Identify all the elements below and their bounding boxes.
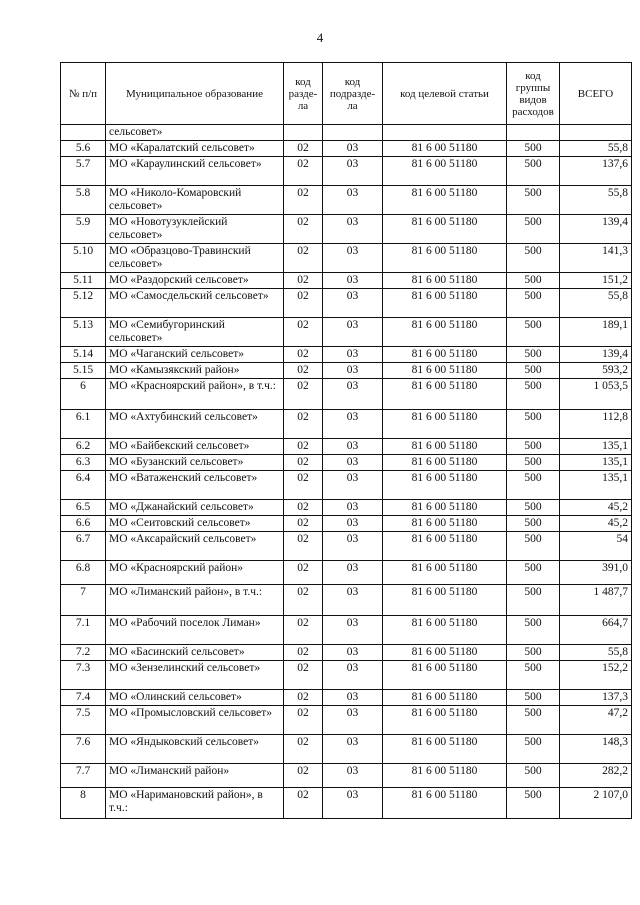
- expense-group-code: 500: [507, 735, 560, 764]
- section-code: 02: [284, 532, 323, 561]
- target-code: [383, 125, 507, 141]
- header-total: ВСЕГО: [560, 63, 632, 125]
- municipality-name: МО «Камызякский район»: [106, 363, 284, 379]
- header-target-code: код целевой статьи: [383, 63, 507, 125]
- table-row: [61, 690, 632, 706]
- target-code: 81 6 00 51180: [383, 585, 507, 616]
- target-code: 81 6 00 51180: [383, 616, 507, 645]
- total-amount: 152,2: [560, 661, 632, 690]
- total-amount: 137,3: [560, 690, 632, 706]
- table-row: [61, 125, 632, 141]
- expense-group-code: 500: [507, 585, 560, 616]
- section-code: 02: [284, 244, 323, 273]
- table-row: [61, 141, 632, 157]
- row-number: 6.8: [61, 561, 106, 585]
- table-row: [61, 318, 632, 347]
- row-number: 6: [61, 379, 106, 410]
- municipality-name: МО «Зензелинский сельсовет»: [106, 661, 284, 690]
- municipality-name: МО «Семибугоринский сельсовет»: [106, 318, 284, 347]
- header-expense-group-code: код группы видов расходов: [507, 63, 560, 125]
- total-amount: 664,7: [560, 616, 632, 645]
- total-amount: 139,4: [560, 347, 632, 363]
- total-amount: 148,3: [560, 735, 632, 764]
- total-amount: 189,1: [560, 318, 632, 347]
- target-code: 81 6 00 51180: [383, 410, 507, 439]
- subsection-code: 03: [323, 735, 383, 764]
- subsection-code: 03: [323, 500, 383, 516]
- subsection-code: 03: [323, 561, 383, 585]
- target-code: 81 6 00 51180: [383, 439, 507, 455]
- section-code: 02: [284, 439, 323, 455]
- subsection-code: 03: [323, 410, 383, 439]
- table-row: [61, 706, 632, 735]
- table-row: [61, 379, 632, 410]
- table-row: [61, 410, 632, 439]
- row-number: [61, 125, 106, 141]
- subsection-code: 03: [323, 585, 383, 616]
- target-code: 81 6 00 51180: [383, 561, 507, 585]
- municipality-name: МО «Красноярский район», в т.ч.:: [106, 379, 284, 410]
- expense-group-code: [507, 125, 560, 141]
- municipality-name: МО «Новотузуклейский сельсовет»: [106, 215, 284, 244]
- table-row: [61, 347, 632, 363]
- section-code: 02: [284, 455, 323, 471]
- table-row: [61, 645, 632, 661]
- target-code: 81 6 00 51180: [383, 735, 507, 764]
- section-code: 02: [284, 735, 323, 764]
- row-number: 7: [61, 585, 106, 616]
- municipality-name: МО «Олинский сельсовет»: [106, 690, 284, 706]
- target-code: 81 6 00 51180: [383, 379, 507, 410]
- expense-group-code: 500: [507, 764, 560, 788]
- expense-group-code: 500: [507, 645, 560, 661]
- target-code: 81 6 00 51180: [383, 690, 507, 706]
- section-code: 02: [284, 516, 323, 532]
- total-amount: 45,2: [560, 500, 632, 516]
- municipality-name: МО «Джанайский сельсовет»: [106, 500, 284, 516]
- expense-group-code: 500: [507, 706, 560, 735]
- municipality-name: МО «Красноярский район»: [106, 561, 284, 585]
- page-number: 4: [316, 30, 324, 45]
- row-number: 6.1: [61, 410, 106, 439]
- target-code: 81 6 00 51180: [383, 645, 507, 661]
- section-code: 02: [284, 690, 323, 706]
- table-row: [61, 735, 632, 764]
- section-code: 02: [284, 616, 323, 645]
- target-code: 81 6 00 51180: [383, 471, 507, 500]
- row-number: 5.9: [61, 215, 106, 244]
- municipality-name: МО «Промысловский сельсовет»: [106, 706, 284, 735]
- expense-group-code: 500: [507, 616, 560, 645]
- total-amount: 112,8: [560, 410, 632, 439]
- table-row: [61, 186, 632, 215]
- expense-group-code: 500: [507, 690, 560, 706]
- total-amount: 55,8: [560, 186, 632, 215]
- section-code: 02: [284, 289, 323, 318]
- expense-group-code: 500: [507, 516, 560, 532]
- row-number: 7.6: [61, 735, 106, 764]
- target-code: 81 6 00 51180: [383, 289, 507, 318]
- municipality-name: МО «Наримановский район», в т.ч.:: [106, 788, 284, 819]
- total-amount: 139,4: [560, 215, 632, 244]
- municipality-name: МО «Каралатский сельсовет»: [106, 141, 284, 157]
- target-code: 81 6 00 51180: [383, 157, 507, 186]
- municipality-name: МО «Яндыковский сельсовет»: [106, 735, 284, 764]
- header-municipality: Муниципальное образование: [106, 63, 284, 125]
- table-row: [61, 532, 632, 561]
- municipality-name: МО «Ватаженский сельсовет»: [106, 471, 284, 500]
- subsection-code: 03: [323, 455, 383, 471]
- table-row: [61, 244, 632, 273]
- expense-group-code: 500: [507, 157, 560, 186]
- target-code: 81 6 00 51180: [383, 347, 507, 363]
- subsection-code: 03: [323, 363, 383, 379]
- section-code: 02: [284, 561, 323, 585]
- row-number: 6.5: [61, 500, 106, 516]
- total-amount: 55,8: [560, 645, 632, 661]
- table-row: [61, 661, 632, 690]
- target-code: 81 6 00 51180: [383, 661, 507, 690]
- row-number: 7.3: [61, 661, 106, 690]
- total-amount: 135,1: [560, 471, 632, 500]
- subsection-code: 03: [323, 616, 383, 645]
- row-number: 6.3: [61, 455, 106, 471]
- section-code: 02: [284, 788, 323, 819]
- subsection-code: 03: [323, 764, 383, 788]
- municipality-name: МО «Рабочий поселок Лиман»: [106, 616, 284, 645]
- expense-group-code: 500: [507, 410, 560, 439]
- table-row: [61, 455, 632, 471]
- municipality-name: МО «Байбекский сельсовет»: [106, 439, 284, 455]
- row-number: 5.11: [61, 273, 106, 289]
- row-number: 5.6: [61, 141, 106, 157]
- row-number: 7.5: [61, 706, 106, 735]
- row-number: 7.2: [61, 645, 106, 661]
- expense-group-code: 500: [507, 455, 560, 471]
- section-code: 02: [284, 347, 323, 363]
- municipality-name: МО «Караулинский сельсовет»: [106, 157, 284, 186]
- subsection-code: 03: [323, 141, 383, 157]
- section-code: 02: [284, 363, 323, 379]
- row-number: 5.10: [61, 244, 106, 273]
- subsection-code: 03: [323, 379, 383, 410]
- total-amount: 1 487,7: [560, 585, 632, 616]
- target-code: 81 6 00 51180: [383, 764, 507, 788]
- section-code: 02: [284, 764, 323, 788]
- subsection-code: 03: [323, 661, 383, 690]
- subsection-code: 03: [323, 516, 383, 532]
- section-code: 02: [284, 186, 323, 215]
- municipality-name: МО «Самосдельский сельсовет»: [106, 289, 284, 318]
- municipality-name: МО «Лиманский район»: [106, 764, 284, 788]
- subsection-code: 03: [323, 439, 383, 455]
- target-code: 81 6 00 51180: [383, 788, 507, 819]
- expense-group-code: 500: [507, 244, 560, 273]
- expense-group-code: 500: [507, 661, 560, 690]
- subsection-code: 03: [323, 471, 383, 500]
- table-row: [61, 585, 632, 616]
- subsection-code: 03: [323, 157, 383, 186]
- total-amount: 55,8: [560, 289, 632, 318]
- expense-group-code: 500: [507, 532, 560, 561]
- table-row: [61, 273, 632, 289]
- row-number: 8: [61, 788, 106, 819]
- table-row: [61, 157, 632, 186]
- row-number: 5.15: [61, 363, 106, 379]
- expense-group-code: 500: [507, 141, 560, 157]
- row-number: 6.6: [61, 516, 106, 532]
- target-code: 81 6 00 51180: [383, 516, 507, 532]
- section-code: 02: [284, 141, 323, 157]
- section-code: 02: [284, 379, 323, 410]
- table-row: [61, 616, 632, 645]
- subsection-code: 03: [323, 318, 383, 347]
- municipality-name: МО «Ахтубинский сельсовет»: [106, 410, 284, 439]
- table-row: [61, 516, 632, 532]
- row-number: 5.7: [61, 157, 106, 186]
- header-subsection-code: код подразде-ла: [323, 63, 383, 125]
- row-number: 5.13: [61, 318, 106, 347]
- table-row: [61, 764, 632, 788]
- expense-group-code: 500: [507, 289, 560, 318]
- total-amount: 593,2: [560, 363, 632, 379]
- target-code: 81 6 00 51180: [383, 500, 507, 516]
- expense-group-code: 500: [507, 471, 560, 500]
- municipality-name: МО «Сеитовский сельсовет»: [106, 516, 284, 532]
- expense-group-code: 500: [507, 273, 560, 289]
- total-amount: 2 107,0: [560, 788, 632, 819]
- total-amount: 54: [560, 532, 632, 561]
- table-row: [61, 788, 632, 819]
- total-amount: 141,3: [560, 244, 632, 273]
- row-number: 6.2: [61, 439, 106, 455]
- table-row: [61, 439, 632, 455]
- section-code: 02: [284, 471, 323, 500]
- target-code: 81 6 00 51180: [383, 273, 507, 289]
- total-amount: 1 053,5: [560, 379, 632, 410]
- expense-group-code: 500: [507, 347, 560, 363]
- budget-table: [60, 62, 632, 819]
- subsection-code: [323, 125, 383, 141]
- municipality-name: МО «Чаганский сельсовет»: [106, 347, 284, 363]
- total-amount: 282,2: [560, 764, 632, 788]
- expense-group-code: 500: [507, 363, 560, 379]
- municipality-name: МО «Басинский сельсовет»: [106, 645, 284, 661]
- table-row: [61, 289, 632, 318]
- expense-group-code: 500: [507, 318, 560, 347]
- table-row: [61, 500, 632, 516]
- row-number: 7.7: [61, 764, 106, 788]
- target-code: 81 6 00 51180: [383, 215, 507, 244]
- section-code: 02: [284, 645, 323, 661]
- target-code: 81 6 00 51180: [383, 532, 507, 561]
- subsection-code: 03: [323, 690, 383, 706]
- row-number: 6.4: [61, 471, 106, 500]
- header-row: [61, 63, 632, 125]
- target-code: 81 6 00 51180: [383, 141, 507, 157]
- municipality-name: МО «Николо-Комаровский сельсовет»: [106, 186, 284, 215]
- subsection-code: 03: [323, 706, 383, 735]
- table-row: [61, 561, 632, 585]
- municipality-name: МО «Аксарайский сельсовет»: [106, 532, 284, 561]
- row-number: 5.12: [61, 289, 106, 318]
- target-code: 81 6 00 51180: [383, 706, 507, 735]
- subsection-code: 03: [323, 645, 383, 661]
- municipality-name: МО «Образцово-Травинский сельсовет»: [106, 244, 284, 273]
- total-amount: 151,2: [560, 273, 632, 289]
- subsection-code: 03: [323, 186, 383, 215]
- expense-group-code: 500: [507, 788, 560, 819]
- total-amount: 391,0: [560, 561, 632, 585]
- header-section-code: код разде-ла: [284, 63, 323, 125]
- section-code: 02: [284, 661, 323, 690]
- row-number: 5.14: [61, 347, 106, 363]
- section-code: 02: [284, 215, 323, 244]
- total-amount: 135,1: [560, 439, 632, 455]
- municipality-name: сельсовет»: [106, 125, 284, 141]
- expense-group-code: 500: [507, 186, 560, 215]
- section-code: 02: [284, 273, 323, 289]
- total-amount: 45,2: [560, 516, 632, 532]
- subsection-code: 03: [323, 273, 383, 289]
- section-code: 02: [284, 585, 323, 616]
- subsection-code: 03: [323, 289, 383, 318]
- total-amount: [560, 125, 632, 141]
- subsection-code: 03: [323, 532, 383, 561]
- total-amount: 135,1: [560, 455, 632, 471]
- total-amount: 137,6: [560, 157, 632, 186]
- total-amount: 55,8: [560, 141, 632, 157]
- row-number: 7.1: [61, 616, 106, 645]
- table-row: [61, 215, 632, 244]
- row-number: 5.8: [61, 186, 106, 215]
- row-number: 7.4: [61, 690, 106, 706]
- total-amount: 47,2: [560, 706, 632, 735]
- target-code: 81 6 00 51180: [383, 318, 507, 347]
- target-code: 81 6 00 51180: [383, 363, 507, 379]
- section-code: 02: [284, 706, 323, 735]
- subsection-code: 03: [323, 347, 383, 363]
- expense-group-code: 500: [507, 439, 560, 455]
- municipality-name: МО «Бузанский сельсовет»: [106, 455, 284, 471]
- header-num: № п/п: [61, 63, 106, 125]
- expense-group-code: 500: [507, 500, 560, 516]
- section-code: 02: [284, 318, 323, 347]
- target-code: 81 6 00 51180: [383, 455, 507, 471]
- expense-group-code: 500: [507, 379, 560, 410]
- subsection-code: 03: [323, 215, 383, 244]
- section-code: 02: [284, 157, 323, 186]
- expense-group-code: 500: [507, 215, 560, 244]
- section-code: 02: [284, 500, 323, 516]
- municipality-name: МО «Лиманский район», в т.ч.:: [106, 585, 284, 616]
- row-number: 6.7: [61, 532, 106, 561]
- table-row: [61, 471, 632, 500]
- municipality-name: МО «Раздорский сельсовет»: [106, 273, 284, 289]
- expense-group-code: 500: [507, 561, 560, 585]
- table-row: [61, 363, 632, 379]
- section-code: [284, 125, 323, 141]
- subsection-code: 03: [323, 788, 383, 819]
- target-code: 81 6 00 51180: [383, 186, 507, 215]
- subsection-code: 03: [323, 244, 383, 273]
- target-code: 81 6 00 51180: [383, 244, 507, 273]
- section-code: 02: [284, 410, 323, 439]
